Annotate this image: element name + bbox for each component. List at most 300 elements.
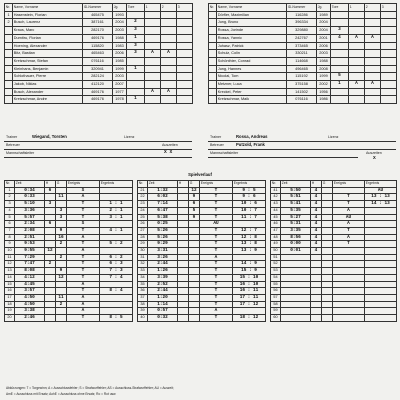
log-cell-r: 12 : 8 bbox=[233, 234, 266, 241]
col-header: Name, Vorname bbox=[13, 4, 83, 12]
log-cell-r bbox=[365, 234, 397, 241]
col-header: Zeit bbox=[15, 181, 45, 188]
log-cell-g bbox=[189, 221, 200, 228]
log-cell-n: 48 bbox=[271, 234, 281, 241]
log-row bbox=[5, 315, 133, 322]
log-cell-e: T bbox=[67, 268, 100, 275]
roster-row bbox=[5, 65, 193, 73]
roster-cell-p3 bbox=[381, 81, 397, 89]
roster-cell-nr: 1 bbox=[5, 11, 13, 19]
log-cell-z: 8:56 bbox=[281, 234, 311, 241]
log-table-1 bbox=[4, 180, 133, 322]
log-cell-g bbox=[322, 207, 333, 214]
log-cell-n: 33 bbox=[138, 268, 148, 275]
log-cell-n: 27 bbox=[138, 227, 148, 234]
log-cell-h bbox=[311, 281, 322, 288]
divider bbox=[208, 157, 358, 158]
roster-cell-name: Jung, Bruno bbox=[217, 19, 287, 27]
log-cell-z: 1:20 bbox=[148, 294, 178, 301]
log-cell-g bbox=[189, 248, 200, 255]
away-roster-header-row bbox=[209, 4, 397, 12]
log-cell-h: 4 bbox=[311, 248, 322, 255]
log-cell-g bbox=[189, 274, 200, 281]
home-roster-header-row bbox=[5, 4, 193, 12]
log-cell-e: T bbox=[200, 234, 233, 241]
log-cell-e: A bbox=[333, 234, 365, 241]
log-cell-z: 5:35 bbox=[281, 207, 311, 214]
roster-cell-jg: 1978 bbox=[113, 96, 127, 104]
log-cell-r bbox=[233, 308, 266, 315]
log-cell-h bbox=[311, 315, 322, 322]
roster-row bbox=[5, 57, 193, 65]
log-cell-z bbox=[281, 315, 311, 322]
betreuer-label: Betreuer bbox=[210, 143, 224, 147]
log-cell-n: 39 bbox=[138, 308, 148, 315]
roster-cell-id: 330211 bbox=[287, 50, 317, 58]
log-cell-n: 44 bbox=[271, 207, 281, 214]
roster-row bbox=[209, 81, 397, 89]
log-cell-h bbox=[178, 248, 189, 255]
divider bbox=[4, 157, 192, 158]
log-cell-h bbox=[178, 207, 189, 214]
log-cell-r bbox=[365, 274, 397, 281]
log-row bbox=[138, 234, 266, 241]
log-cell-z: 7:29 bbox=[15, 254, 45, 261]
log-cell-g: 11 bbox=[56, 294, 67, 301]
log-cell-n: 3 bbox=[5, 201, 15, 208]
roster-cell-p2 bbox=[161, 65, 177, 73]
col-header: Zeit bbox=[281, 181, 311, 188]
log-cell-z bbox=[281, 288, 311, 295]
log-cell-r: 15 : 10 bbox=[233, 274, 266, 281]
log-cell-n: 21 bbox=[138, 187, 148, 194]
col-header: ID-Nummer bbox=[83, 4, 113, 12]
log-cell-n: 49 bbox=[271, 241, 281, 248]
roster-cell-id: 076116 bbox=[287, 96, 317, 104]
roster-cell-id: 375158 bbox=[287, 81, 317, 89]
home-auszeit-marks: X X bbox=[164, 150, 173, 155]
log-cell-h: 4 bbox=[311, 214, 322, 221]
log-cell-r bbox=[365, 254, 397, 261]
log-cell-g bbox=[189, 227, 200, 234]
roster-row bbox=[209, 11, 397, 19]
log-row bbox=[138, 261, 266, 268]
log-cell-n: 12 bbox=[5, 261, 15, 268]
log-cell-g bbox=[189, 281, 200, 288]
log-cell-n: 31 bbox=[138, 254, 148, 261]
log-cell-e: T bbox=[200, 201, 233, 208]
roster-cell-jg: 2002 bbox=[317, 81, 331, 89]
roster-cell-tore bbox=[331, 42, 349, 50]
log-cell-r bbox=[365, 207, 397, 214]
log-cell-z bbox=[281, 268, 311, 275]
roster-cell-id: 465463 bbox=[83, 50, 113, 58]
log-cell-z: 5:51 bbox=[281, 194, 311, 201]
roster-cell-id: 469176 bbox=[83, 88, 113, 96]
log-cell-e: T bbox=[67, 315, 100, 322]
log-cell-h: 6 bbox=[45, 221, 56, 228]
roster-cell-id: 282170 bbox=[83, 27, 113, 35]
log-cell-r: 8 : 4 bbox=[100, 288, 133, 295]
roster-cell-nr bbox=[209, 50, 217, 58]
col-header: H bbox=[311, 181, 322, 188]
legend-line-2: AmE = Ausschluss mit Ersatz; AohE = Ausschluss ohne Ersatz; Ro = Rot usw. bbox=[6, 392, 117, 396]
log-cell-e: T bbox=[200, 241, 233, 248]
log-row bbox=[5, 227, 133, 234]
log-cell-e: A bbox=[200, 308, 233, 315]
roster-row bbox=[5, 19, 193, 27]
log-cell-h bbox=[311, 268, 322, 275]
log-cell-e: A bbox=[67, 234, 100, 241]
log-cell-h bbox=[45, 281, 56, 288]
log-row bbox=[271, 207, 397, 214]
roster-cell-nr bbox=[209, 96, 217, 104]
log-cell-z: 3:31 bbox=[148, 248, 178, 255]
roster-cell-jg: 2004 bbox=[317, 27, 331, 35]
log-cell-e bbox=[333, 248, 365, 255]
log-cell-e bbox=[333, 308, 365, 315]
roster-row bbox=[5, 88, 193, 96]
log-cell-e: S bbox=[67, 187, 100, 194]
log-cell-n: 46 bbox=[271, 221, 281, 228]
roster-cell-tore: 3 bbox=[127, 27, 145, 35]
log-row bbox=[138, 241, 266, 248]
roster-row bbox=[5, 50, 193, 58]
log-cell-g bbox=[322, 248, 333, 255]
log-cell-n: 19 bbox=[5, 308, 15, 315]
log-cell-h bbox=[45, 214, 56, 221]
roster-row bbox=[5, 73, 193, 81]
roster-cell-nr bbox=[5, 81, 13, 89]
log-cell-h bbox=[178, 214, 189, 221]
roster-cell-tore bbox=[331, 88, 349, 96]
log-cell-g bbox=[322, 187, 333, 194]
log-cell-h bbox=[178, 201, 189, 208]
log-cell-e bbox=[333, 288, 365, 295]
roster-cell-name: Metzner, Luca bbox=[217, 81, 287, 89]
col-header: G bbox=[189, 181, 200, 188]
roster-cell-p1 bbox=[145, 65, 161, 73]
log-cell-z: 6:47 bbox=[148, 207, 178, 214]
log-cell-h bbox=[45, 294, 56, 301]
log-cell-r: 3 : 1 bbox=[100, 214, 133, 221]
log-cell-e: T bbox=[200, 214, 233, 221]
log-cell-r: 13 : 9 bbox=[233, 248, 266, 255]
roster-cell-nr bbox=[209, 42, 217, 50]
log-cell-h bbox=[178, 254, 189, 261]
col-header: Zeit bbox=[148, 181, 178, 188]
log-cell-r bbox=[365, 227, 397, 234]
col-header: ID-Nummer bbox=[287, 4, 317, 12]
roster-row bbox=[5, 81, 193, 89]
roster-cell-nr bbox=[5, 57, 13, 65]
log-cell-h: 12 bbox=[45, 248, 56, 255]
log-cell-z: 5:31 bbox=[281, 221, 311, 228]
log-cell-g bbox=[56, 288, 67, 295]
log-row bbox=[5, 288, 133, 295]
log-cell-e: T bbox=[200, 227, 233, 234]
roster-row bbox=[5, 27, 193, 35]
log-cell-z: 1:26 bbox=[148, 268, 178, 275]
log-cell-z: 2:52 bbox=[148, 281, 178, 288]
roster-cell-jg: 1988 bbox=[317, 57, 331, 65]
roster-cell-jg: 2003 bbox=[113, 73, 127, 81]
roster-cell-name: Dumitru, Florian bbox=[13, 34, 83, 42]
log-cell-r bbox=[233, 254, 266, 261]
roster-cell-p1 bbox=[349, 11, 365, 19]
log-cell-h bbox=[178, 221, 189, 228]
log-cell-g bbox=[56, 315, 67, 322]
col-header: 2 bbox=[161, 4, 177, 12]
log-cell-z: 4:45 bbox=[15, 281, 45, 288]
log-row bbox=[5, 308, 133, 315]
log-cell-n: 9 bbox=[5, 241, 15, 248]
log-cell-g bbox=[322, 227, 333, 234]
log-cell-g bbox=[322, 268, 333, 275]
log-cell-g: 9 bbox=[189, 194, 200, 201]
log-cell-z: 3:39 bbox=[148, 274, 178, 281]
log-cell-n: 4 bbox=[5, 207, 15, 214]
log-cell-e: T bbox=[200, 207, 233, 214]
roster-cell-name: Schönthier, Conrad bbox=[217, 57, 287, 65]
log-cell-e bbox=[333, 281, 365, 288]
log-cell-n: 57 bbox=[271, 294, 281, 301]
log-cell-r: 13 : 8 bbox=[233, 241, 266, 248]
log-row bbox=[5, 234, 133, 241]
log-cell-e bbox=[333, 274, 365, 281]
log-row bbox=[271, 294, 397, 301]
log-cell-g bbox=[56, 261, 67, 268]
roster-cell-name: Kretzschmar, Stefan bbox=[13, 57, 83, 65]
log-cell-h bbox=[45, 288, 56, 295]
log-cell-n: 25 bbox=[138, 214, 148, 221]
log-cell-z: 2:44 bbox=[148, 288, 178, 295]
log-cell-e: T bbox=[200, 187, 233, 194]
log-cell-r: 16 : 11 bbox=[233, 288, 266, 295]
roster-cell-p2 bbox=[161, 96, 177, 104]
log-cell-z: 0:57 bbox=[148, 308, 178, 315]
log-row bbox=[271, 248, 397, 255]
log-row bbox=[271, 274, 397, 281]
log-header-row bbox=[5, 181, 133, 188]
roster-cell-jg: 1956 bbox=[317, 88, 331, 96]
log-cell-n: 50 bbox=[271, 248, 281, 255]
log-cell-e: T bbox=[67, 227, 100, 234]
log-cell-r bbox=[365, 248, 397, 255]
log-row bbox=[138, 254, 266, 261]
log-cell-r bbox=[100, 248, 133, 255]
log-row bbox=[138, 201, 266, 208]
roster-row bbox=[5, 42, 193, 50]
roster-cell-jg: 1999 bbox=[317, 73, 331, 81]
log-row bbox=[271, 268, 397, 275]
log-cell-r: 17 : 11 bbox=[233, 294, 266, 301]
roster-row bbox=[209, 65, 397, 73]
log-cell-r bbox=[100, 308, 133, 315]
log-cell-r: 11 : 7 bbox=[233, 214, 266, 221]
col-header: H bbox=[178, 181, 189, 188]
log-cell-r: 6 : 3 bbox=[100, 261, 133, 268]
log-cell-e: T bbox=[200, 281, 233, 288]
log-cell-g bbox=[189, 241, 200, 248]
log-cell-n: 5 bbox=[5, 214, 15, 221]
roster-cell-name: Busch, Alexander bbox=[13, 88, 83, 96]
col-header: G bbox=[56, 181, 67, 188]
log-cell-z: 1:32 bbox=[148, 187, 178, 194]
log-cell-h: 4 bbox=[311, 201, 322, 208]
divider bbox=[208, 149, 396, 150]
log-row bbox=[138, 187, 266, 194]
log-cell-n: 30 bbox=[138, 248, 148, 255]
log-cell-r bbox=[100, 194, 133, 201]
roster-cell-p2 bbox=[365, 50, 381, 58]
roster-cell-tore: 4 bbox=[331, 34, 349, 42]
log-cell-n: 11 bbox=[5, 254, 15, 261]
home-trainer-name: Wiegand, Torsten bbox=[32, 134, 67, 139]
log-row bbox=[271, 227, 397, 234]
log-cell-g bbox=[189, 294, 200, 301]
log-cell-h bbox=[178, 241, 189, 248]
log-cell-n: 42 bbox=[271, 194, 281, 201]
log-cell-h bbox=[45, 254, 56, 261]
log-cell-g bbox=[322, 254, 333, 261]
roster-cell-p1 bbox=[145, 42, 161, 50]
log-cell-n: 29 bbox=[138, 241, 148, 248]
roster-cell-tore bbox=[331, 96, 349, 104]
log-row bbox=[138, 274, 266, 281]
col-header: 3 bbox=[177, 4, 193, 12]
log-cell-r: 2 : 1 bbox=[100, 207, 133, 214]
log-cell-n: 32 bbox=[138, 261, 148, 268]
log-cell-e bbox=[333, 187, 365, 194]
roster-cell-tore bbox=[127, 73, 145, 81]
log-cell-n: 58 bbox=[271, 301, 281, 308]
roster-cell-nr bbox=[209, 88, 217, 96]
roster-cell-p1 bbox=[349, 65, 365, 73]
roster-cell-name: Hoening, Alexander bbox=[13, 42, 83, 50]
log-row bbox=[5, 214, 133, 221]
roster-cell-jg: 2007 bbox=[113, 81, 127, 89]
roster-cell-nr bbox=[209, 27, 217, 35]
roster-cell-id: 242767 bbox=[287, 34, 317, 42]
log-cell-z: 2:08 bbox=[15, 227, 45, 234]
roster-cell-p1 bbox=[145, 34, 161, 42]
away-auszeit-marks: X bbox=[373, 156, 376, 161]
roster-cell-name: Rossa, Yannic bbox=[217, 34, 287, 42]
log-cell-r bbox=[365, 315, 397, 322]
log-cell-n: 26 bbox=[138, 221, 148, 228]
legend-line-1: Abkürzungen: T = Torgewinn; A = Ausschlussfehler; S = Strafwurffehler; AS = Ausschluss-Strafwurffehler; AU = Auszeit; bbox=[6, 386, 174, 390]
roster-cell-id: 469176 bbox=[83, 96, 113, 104]
log-cell-r bbox=[100, 294, 133, 301]
roster-cell-p3 bbox=[381, 27, 397, 35]
log-row bbox=[5, 281, 133, 288]
log-cell-n: 55 bbox=[271, 281, 281, 288]
log-cell-r: 7 : 3 bbox=[100, 268, 133, 275]
roster-cell-p1 bbox=[145, 81, 161, 89]
log-row bbox=[5, 241, 133, 248]
log-cell-r: 14 : 9 bbox=[233, 261, 266, 268]
roster-cell-jg: 2001 bbox=[317, 34, 331, 42]
log-cell-e: T bbox=[200, 294, 233, 301]
roster-cell-nr bbox=[209, 57, 217, 65]
log-cell-h bbox=[45, 241, 56, 248]
log-cell-e: A bbox=[333, 207, 365, 214]
log-cell-r: 17 : 12 bbox=[233, 301, 266, 308]
log-cell-r bbox=[100, 281, 133, 288]
roster-cell-tore: 5 bbox=[331, 73, 349, 81]
log-cell-g bbox=[56, 221, 67, 228]
log-cell-h bbox=[311, 308, 322, 315]
log-cell-e bbox=[333, 254, 365, 261]
roster-cell-jg: 1986 bbox=[317, 96, 331, 104]
log-cell-g bbox=[322, 221, 333, 228]
log-cell-g bbox=[322, 261, 333, 268]
roster-cell-tore bbox=[127, 81, 145, 89]
log-cell-e: T bbox=[333, 241, 365, 248]
log-cell-e: T bbox=[67, 254, 100, 261]
log-row bbox=[271, 234, 397, 241]
log-cell-z: 0:34 bbox=[15, 187, 45, 194]
log-cell-r: 9 : 5 bbox=[233, 187, 266, 194]
roster-cell-p2 bbox=[365, 11, 381, 19]
log-row bbox=[138, 281, 266, 288]
log-cell-z bbox=[281, 261, 311, 268]
log-row bbox=[138, 227, 266, 234]
roster-cell-p3 bbox=[177, 65, 193, 73]
roster-cell-p1 bbox=[349, 88, 365, 96]
roster-cell-p2 bbox=[365, 96, 381, 104]
log-cell-g: 11 bbox=[56, 194, 67, 201]
roster-cell-p1 bbox=[349, 50, 365, 58]
col-header: Nr. bbox=[271, 181, 281, 188]
log-cell-n: 38 bbox=[138, 301, 148, 308]
roster-cell-p3 bbox=[381, 42, 397, 50]
log-cell-g bbox=[322, 315, 333, 322]
log-cell-z: 2:51 bbox=[15, 234, 45, 241]
log-row bbox=[271, 308, 397, 315]
roster-row bbox=[209, 27, 397, 35]
col-header: Nr. bbox=[209, 4, 217, 12]
roster-row bbox=[209, 42, 397, 50]
log-cell-z: 2:46 bbox=[15, 315, 45, 322]
col-header: Tore bbox=[331, 4, 349, 12]
trainer-label: Trainer bbox=[210, 135, 222, 139]
log-cell-h bbox=[178, 268, 189, 275]
log-cell-h bbox=[178, 294, 189, 301]
log-row bbox=[138, 268, 266, 275]
log-cell-z: 7:47 bbox=[15, 261, 45, 268]
roster-cell-p3 bbox=[177, 96, 193, 104]
col-header: Ergebnis bbox=[233, 181, 266, 188]
log-cell-n: 20 bbox=[5, 315, 15, 322]
log-cell-h bbox=[178, 308, 189, 315]
roster-cell-id: 412120 bbox=[83, 81, 113, 89]
home-officials bbox=[4, 132, 192, 162]
log-row bbox=[138, 194, 266, 201]
log-cell-g bbox=[322, 281, 333, 288]
roster-cell-name: Dörfler, Maximilian bbox=[217, 11, 287, 19]
roster-cell-name: Juhasz, Patrick bbox=[217, 42, 287, 50]
log-cell-z: 8:08 bbox=[15, 268, 45, 275]
roster-cell-jg: 1988 bbox=[113, 34, 127, 42]
roster-cell-nr bbox=[5, 50, 13, 58]
log-cell-g: 9 bbox=[56, 227, 67, 234]
away-betreuer-name: Putzold, Frank bbox=[236, 142, 265, 147]
log-cell-g bbox=[189, 308, 200, 315]
roster-row bbox=[209, 50, 397, 58]
roster-cell-p2 bbox=[161, 81, 177, 89]
